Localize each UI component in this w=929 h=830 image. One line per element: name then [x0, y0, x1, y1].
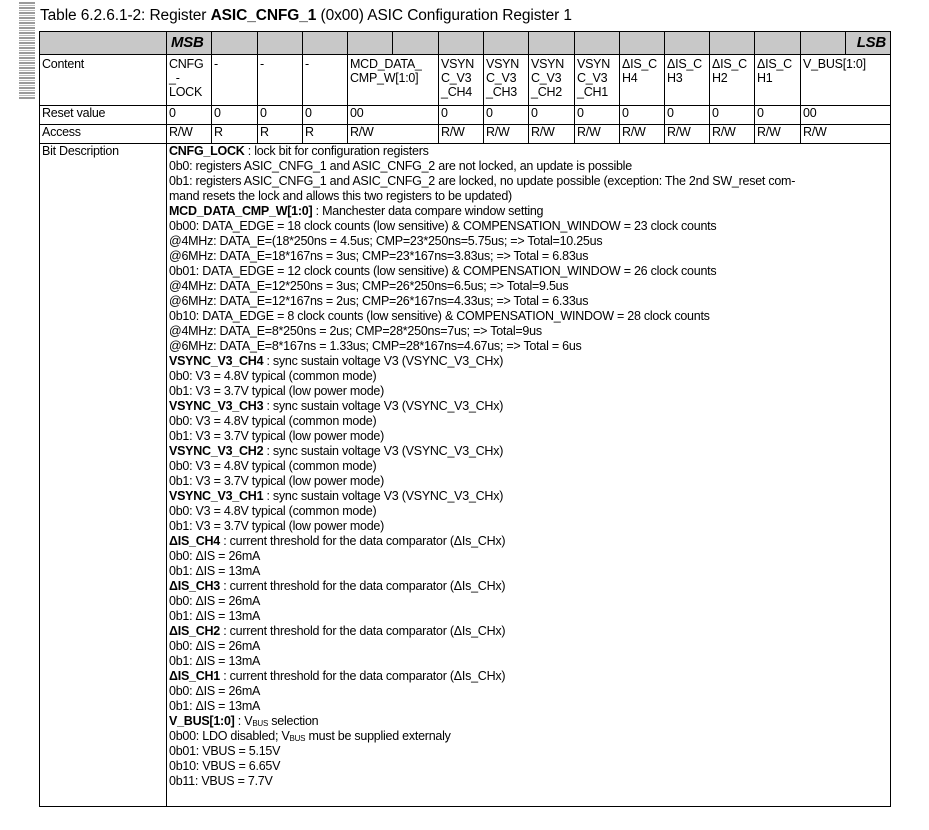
description-line — [169, 759, 888, 774]
field-content: CNFG _- LOCK — [167, 55, 212, 106]
header-cell — [348, 32, 393, 55]
header-cell — [575, 32, 620, 55]
description-text: 0b1: ΔIS = 13mA — [169, 699, 261, 713]
description-text: 0b00: LDO disabled; V — [169, 729, 290, 743]
description-line — [169, 309, 888, 324]
description-text: 0b0: registers ASIC_CNFG_1 and ASIC_CNFG_2 are not locked, an update is possible — [169, 159, 632, 173]
lsb-label: LSB — [846, 32, 891, 55]
description-line — [169, 489, 888, 504]
field-name: ΔIS_CH4 — [169, 534, 221, 548]
field-name: ΔIS_CH2 — [169, 624, 221, 638]
field-name: V_BUS[1:0] — [169, 714, 235, 728]
field-name: MCD_DATA_CMP_W[1:0] — [169, 204, 313, 218]
access-row — [40, 125, 891, 144]
description-text: @4MHz: DATA_E=(18*250ns = 4.5us; CMP=23*250ns=5.75us; => Total=10.25us — [169, 234, 603, 248]
field-reset: 0 — [484, 106, 529, 125]
caption-prefix: Table 6.2.6.1-2: Register — [40, 7, 211, 24]
header-cell — [620, 32, 665, 55]
reset-value-row — [40, 106, 891, 125]
description-line — [169, 669, 888, 684]
description-text: 0b1: ΔIS = 13mA — [169, 564, 261, 578]
description-line — [169, 699, 888, 714]
field-reset: 00 — [801, 106, 891, 125]
description-line — [169, 684, 888, 699]
description-line — [169, 234, 888, 249]
description-text: @6MHz: DATA_E=12*167ns = 2us; CMP=26*167ns=4.33us; => Total = 6.33us — [169, 294, 589, 308]
field-access: R/W — [620, 125, 665, 144]
header-cell — [755, 32, 801, 55]
field-content: VSYN C_V3 _CH2 — [529, 55, 575, 106]
header-cell — [303, 32, 348, 55]
description-line — [169, 624, 888, 639]
description-line — [169, 594, 888, 609]
description-text: 0b0: V3 = 4.8V typical (common mode) — [169, 459, 377, 473]
description-line — [169, 534, 888, 549]
description-text: 0b01: DATA_EDGE = 12 clock counts (low sensitive) & COMPENSATION_WINDOW = 26 clock counts — [169, 264, 717, 278]
field-content: ΔIS_C H4 — [620, 55, 665, 106]
description-text: 0b1: registers ASIC_CNFG_1 and ASIC_CNFG_2 are locked, no update possible (exception: The 2nd SW_reset com- — [169, 174, 796, 188]
field-content: - — [212, 55, 258, 106]
description-text: : Manchester data compare window setting — [312, 204, 544, 218]
field-access: R/W — [710, 125, 755, 144]
field-reset: 0 — [665, 106, 710, 125]
description-line — [169, 354, 888, 369]
header-cell — [529, 32, 575, 55]
field-content: ΔIS_C H2 — [710, 55, 755, 106]
description-text: @6MHz: DATA_E=18*167ns = 3us; CMP=23*167ns=3.83us; => Total = 6.83us — [169, 249, 589, 263]
description-text: 0b10: VBUS = 6.65V — [169, 759, 281, 773]
description-line — [169, 159, 888, 174]
field-content: VSYN C_V3 _CH1 — [575, 55, 620, 106]
description-text: : sync sustain voltage V3 (VSYNC_V3_CHx) — [263, 399, 504, 413]
description-line — [169, 654, 888, 669]
field-name: ΔIS_CH1 — [169, 669, 221, 683]
description-text: 0b0: ΔIS = 26mA — [169, 549, 261, 563]
header-cell — [439, 32, 484, 55]
description-line — [169, 474, 888, 489]
field-access: R — [212, 125, 258, 144]
field-name: VSYNC_V3_CH1 — [169, 489, 264, 503]
description-text: @4MHz: DATA_E=8*250ns = 2us; CMP=28*250ns=7us; => Total=9us — [169, 324, 542, 338]
header-cell — [212, 32, 258, 55]
description-text: : sync sustain voltage V3 (VSYNC_V3_CHx) — [263, 489, 504, 503]
description-text: : current threshold for the data comparator (ΔIs_CHx) — [220, 624, 506, 638]
description-line — [169, 774, 888, 789]
description-line — [169, 144, 888, 159]
description-text: 0b1: V3 = 3.7V typical (low power mode) — [169, 429, 385, 443]
field-access: R/W — [665, 125, 710, 144]
description-text: must be supplied externaly — [305, 729, 451, 743]
field-reset: 0 — [167, 106, 212, 125]
description-text: 0b0: V3 = 4.8V typical (common mode) — [169, 369, 377, 383]
description-line — [169, 639, 888, 654]
field-content: VSYN C_V3 _CH3 — [484, 55, 529, 106]
field-access: R — [303, 125, 348, 144]
description-text: : V — [234, 714, 253, 728]
bit-description-cell — [167, 144, 891, 807]
description-line — [169, 504, 888, 519]
field-content: ΔIS_C H3 — [665, 55, 710, 106]
register-table — [39, 31, 891, 807]
field-access: R/W — [348, 125, 439, 144]
header-cell — [665, 32, 710, 55]
header-blank — [40, 32, 167, 55]
field-access: R/W — [439, 125, 484, 144]
field-content: - — [258, 55, 303, 106]
description-text: 0b01: VBUS = 5.15V — [169, 744, 281, 758]
header-cell — [258, 32, 303, 55]
row-label-description: Bit Description — [40, 144, 167, 807]
description-text: 0b1: V3 = 3.7V typical (low power mode) — [169, 384, 385, 398]
header-cell — [801, 32, 846, 55]
msb-label: MSB — [167, 32, 212, 55]
description-text: : sync sustain voltage V3 (VSYNC_V3_CHx) — [263, 444, 504, 458]
description-text: @6MHz: DATA_E=8*167ns = 1.33us; CMP=28*167ns=4.67us; => Total = 6us — [169, 339, 582, 353]
description-line — [169, 444, 888, 459]
description-line — [169, 249, 888, 264]
field-reset: 0 — [755, 106, 801, 125]
field-content: MCD_DATA_ CMP_W[1:0] — [348, 55, 439, 106]
description-text: : current threshold for the data comparator (ΔIs_CHx) — [220, 534, 506, 548]
description-text: : current threshold for the data comparator (ΔIs_CHx) — [220, 579, 506, 593]
field-content: V_BUS[1:0] — [801, 55, 891, 106]
description-text: 0b0: V3 = 4.8V typical (common mode) — [169, 504, 377, 518]
field-access: R/W — [755, 125, 801, 144]
description-text: 0b00: DATA_EDGE = 18 clock counts (low sensitive) & COMPENSATION_WINDOW = 23 clock counts — [169, 219, 717, 233]
description-line — [169, 384, 888, 399]
field-name: VSYNC_V3_CH2 — [169, 444, 264, 458]
field-reset: 0 — [258, 106, 303, 125]
description-line — [169, 564, 888, 579]
description-line — [169, 714, 888, 729]
description-text: 0b0: V3 = 4.8V typical (common mode) — [169, 414, 377, 428]
description-line — [169, 399, 888, 414]
field-content: ΔIS_C H1 — [755, 55, 801, 106]
description-line — [169, 324, 888, 339]
description-text: @4MHz: DATA_E=12*250ns = 3us; CMP=26*250ns=6.5us; => Total=9.5us — [169, 279, 569, 293]
field-content: - — [303, 55, 348, 106]
description-line — [169, 579, 888, 594]
description-text: : sync sustain voltage V3 (VSYNC_V3_CHx) — [263, 354, 504, 368]
bit-description-row — [40, 144, 891, 807]
description-line — [169, 369, 888, 384]
description-text: mand resets the lock and allows this two registers to be updated) — [169, 189, 512, 203]
field-reset: 0 — [212, 106, 258, 125]
header-cell — [484, 32, 529, 55]
description-line — [169, 204, 888, 219]
row-label-reset: Reset value — [40, 106, 167, 125]
description-line — [169, 294, 888, 309]
description-text: 0b10: DATA_EDGE = 8 clock counts (low sensitive) & COMPENSATION_WINDOW = 28 clock counts — [169, 309, 710, 323]
header-cell — [710, 32, 755, 55]
description-text: 0b0: ΔIS = 26mA — [169, 684, 261, 698]
description-text: selection — [268, 714, 319, 728]
description-text: 0b1: ΔIS = 13mA — [169, 654, 261, 668]
description-text: 0b11: VBUS = 7.7V — [169, 774, 273, 788]
content-row — [40, 55, 891, 106]
field-name: VSYNC_V3_CH3 — [169, 399, 264, 413]
field-access: R/W — [801, 125, 891, 144]
description-line — [169, 279, 888, 294]
description-text: 0b1: ΔIS = 13mA — [169, 609, 261, 623]
field-reset: 0 — [303, 106, 348, 125]
description-text: 0b0: ΔIS = 26mA — [169, 594, 261, 608]
description-line — [169, 414, 888, 429]
description-text: 0b1: V3 = 3.7V typical (low power mode) — [169, 474, 385, 488]
description-line — [169, 339, 888, 354]
bit-header-row — [40, 32, 891, 55]
subscript: BUS — [289, 734, 306, 743]
description-line — [169, 429, 888, 444]
field-reset: 0 — [575, 106, 620, 125]
caption-suffix: (0x00) ASIC Configuration Register 1 — [316, 7, 572, 24]
description-line — [169, 264, 888, 279]
description-line — [169, 459, 888, 474]
description-line — [169, 744, 888, 759]
subscript: BUS — [252, 719, 269, 728]
field-access: R/W — [167, 125, 212, 144]
description-text: 0b1: V3 = 3.7V typical (low power mode) — [169, 519, 385, 533]
description-line — [169, 549, 888, 564]
field-reset: 0 — [529, 106, 575, 125]
description-line — [169, 609, 888, 624]
field-content: VSYN C_V3 _CH4 — [439, 55, 484, 106]
field-reset: 0 — [710, 106, 755, 125]
field-access: R/W — [484, 125, 529, 144]
caption-register-name: ASIC_CNFG_1 — [210, 7, 317, 24]
description-line — [169, 189, 888, 204]
field-access: R — [258, 125, 303, 144]
description-text: : current threshold for the data comparator (ΔIs_CHx) — [220, 669, 506, 683]
field-access: R/W — [575, 125, 620, 144]
description-line — [169, 519, 888, 534]
description-line — [169, 174, 888, 189]
field-name: CNFG_LOCK — [169, 144, 245, 158]
header-cell — [393, 32, 439, 55]
change-bar-marker — [19, 2, 35, 100]
field-name: ΔIS_CH3 — [169, 579, 221, 593]
description-line — [169, 219, 888, 234]
description-text: : lock bit for configuration registers — [244, 144, 429, 158]
table-caption — [40, 7, 572, 25]
field-reset: 0 — [439, 106, 484, 125]
row-label-content: Content — [40, 55, 167, 106]
field-name: VSYNC_V3_CH4 — [169, 354, 264, 368]
field-reset: 00 — [348, 106, 439, 125]
description-line — [169, 729, 888, 744]
row-label-access: Access — [40, 125, 167, 144]
description-text: 0b0: ΔIS = 26mA — [169, 639, 261, 653]
field-access: R/W — [529, 125, 575, 144]
field-reset: 0 — [620, 106, 665, 125]
